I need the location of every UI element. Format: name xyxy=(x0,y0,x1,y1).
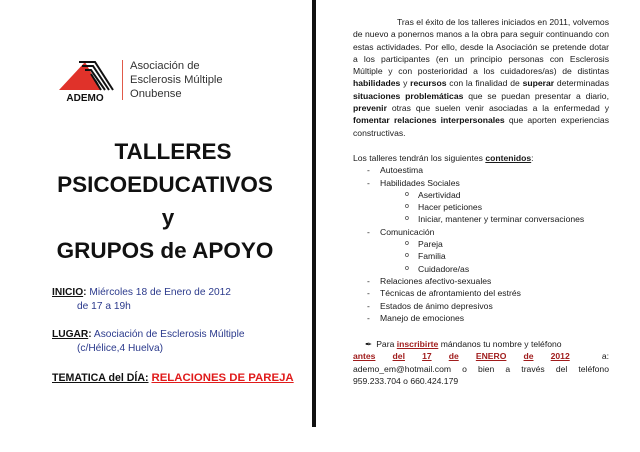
contact-email-line: ademo_em@hotmail.com o bien a través del teléfono xyxy=(353,363,609,374)
list-item: - Comunicación o Pareja o Familia o Cuidadore/as xyxy=(367,226,609,275)
contents-intro: Los talleres tendrán los siguientes contenidos: xyxy=(353,152,534,163)
topic-label: TEMATICA del DÍA: xyxy=(52,372,149,384)
contents-list xyxy=(353,164,609,324)
intro-paragraph: Tras el éxito de los talleres iniciados en 2011, volvemos de nuevo a ponernos manos a la obra para seguir continuando con estas actividades. Por ello, desde la Asociación se pretende dotar a los participantes (en un principio personas con Esclerosis Múltiple y con posterioridad a los cuidadores/as) de distintas habilidades y recursos con la finalidad de superar determinadas situaciones problemáticas que se puedan presentar a diario, prevenir otras que suelen venir asociadas a la enfermedad y fomentar relaciones interpersonales que aporten experiencias constructivas. xyxy=(353,17,609,138)
svg-text:ADEMO: ADEMO xyxy=(66,93,104,103)
start-time: de 17 a 19h xyxy=(77,301,131,312)
sub-list-item: o Asertividad xyxy=(405,189,461,200)
location-address: (c/Hélice,4 Huelva) xyxy=(77,343,164,354)
vertical-divider xyxy=(312,0,316,427)
org-line-3: Onubense xyxy=(130,88,182,100)
contact-phones: 959.233.704 o 660.424.179 xyxy=(353,376,459,387)
deadline-line: antes del 17 de ENERO de 2012 a: xyxy=(353,351,609,362)
sub-list-item: o Cuidadore/as xyxy=(405,263,470,274)
ademo-logo-icon xyxy=(55,58,117,103)
title-line-1: TALLERES xyxy=(114,139,232,164)
signup-line: ✒ Para inscribirte mándanos tu nombre y teléfono xyxy=(353,338,609,350)
left-panel xyxy=(0,0,312,452)
page-title xyxy=(30,135,300,267)
list-item: - Manejo de emociones xyxy=(367,312,465,323)
right-panel xyxy=(353,16,609,387)
sub-list-item: o Hacer peticiones xyxy=(405,202,483,213)
logo-separator xyxy=(122,60,123,100)
start-date: Miércoles 18 de Enero de 2012 xyxy=(89,287,231,298)
topic-value: RELACIONES DE PAREJA xyxy=(151,372,294,384)
pen-icon: ✒ xyxy=(365,339,373,350)
sub-list-item: o Iniciar, mantener y terminar conversaciones xyxy=(405,214,585,225)
location-name: Asociación de Esclerosis Múltiple xyxy=(93,329,245,340)
location-label: LUGAR xyxy=(52,329,89,340)
location-info: LUGAR: Asociación de Esclerosis Múltiple (c/Hélice,4 Huelva) xyxy=(52,329,245,354)
list-item: - Relaciones afectivo-sexuales xyxy=(367,275,492,286)
org-line-1: Asociación de xyxy=(130,60,200,72)
ademo-logo xyxy=(55,58,255,103)
start-info: INICIO: Miércoles 18 de Enero de 2012 de 17 a 19h xyxy=(52,287,231,312)
org-line-2: Esclerosis Múltiple xyxy=(130,74,223,86)
sub-list-item: o Familia xyxy=(405,251,446,262)
signup-highlight: inscribirte xyxy=(396,339,439,350)
title-line-3: y xyxy=(161,205,175,230)
start-label: INICIO xyxy=(52,287,84,298)
list-item: - Autoestima xyxy=(367,165,423,176)
topic-info xyxy=(52,371,294,385)
list-item: - Técnicas de afrontamiento del estrés xyxy=(367,288,521,299)
signup-section xyxy=(353,338,609,387)
list-item: - Estados de ánimo depresivos xyxy=(367,300,493,311)
sub-list xyxy=(380,189,609,226)
sub-list xyxy=(380,238,609,275)
sub-list-item: o Pareja xyxy=(405,239,443,250)
title-line-2: PSICOEDUCATIVOS xyxy=(57,172,273,197)
list-item: - Habilidades Sociales o Asertividad o Hacer peticiones o Iniciar, mantener y terminar conversaciones xyxy=(367,177,609,226)
title-line-4: GRUPOS de APOYO xyxy=(56,238,274,263)
deadline-date: antes del 17 de ENERO de 2012 xyxy=(353,351,570,362)
organization-name xyxy=(130,59,223,101)
